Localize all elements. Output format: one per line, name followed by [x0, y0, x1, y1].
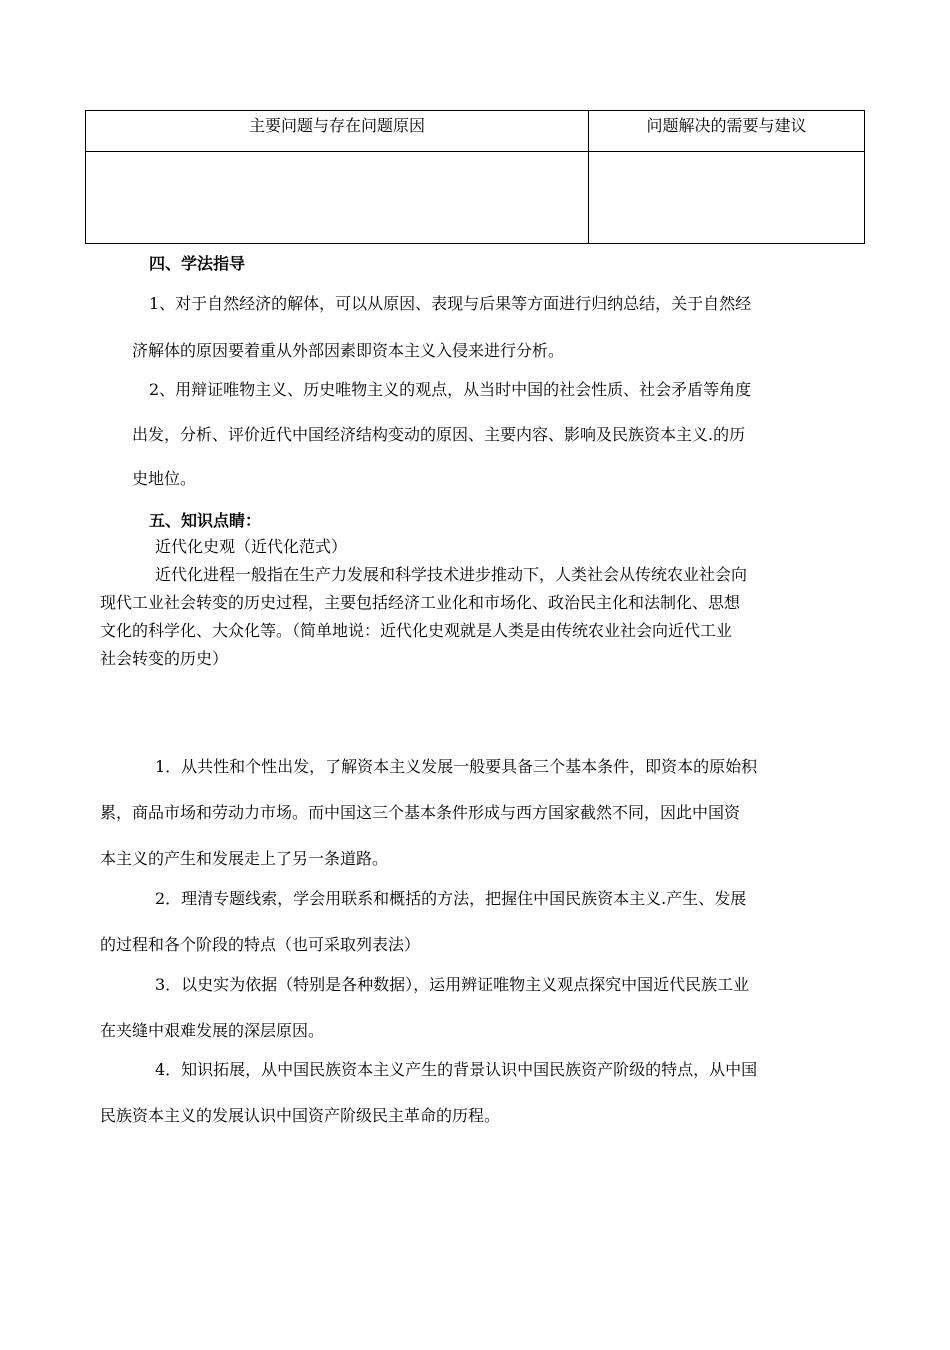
- table-header-suggestions: 问题解决的需要与建议: [589, 111, 865, 152]
- table-row: [86, 152, 865, 244]
- section5-line: 近代化进程一般指在生产力发展和科学技术进步推动下，人类社会从传统农业社会向: [155, 565, 748, 584]
- table-header-problems: 主要问题与存在问题原因: [86, 111, 589, 152]
- table-header-row: [86, 111, 865, 152]
- table-cell-suggestions[interactable]: [589, 152, 865, 244]
- point-line: 在夹缝中艰难发展的深层原因。: [100, 1021, 325, 1040]
- section5-line: 近代化史观（近代化范式）: [155, 537, 348, 556]
- section5-line: 社会转变的历史）: [100, 649, 229, 668]
- point-line: 本主义的产生和发展走上了另一条道路。: [100, 849, 389, 868]
- section4-line: 2、用辩证唯物主义、历史唯物主义的观点，从当时中国的社会性质、社会矛盾等角度: [149, 380, 752, 399]
- point-line: 3．以史实为依据（特别是各种数据），运用辨证唯物主义观点探究中国近代民族工业: [155, 975, 750, 994]
- point-line: 4．知识拓展，从中国民族资本主义产生的背景认识中国民族资产阶级的特点，从中国: [155, 1060, 758, 1079]
- section5-line: 文化的科学化、大众化等。（简单地说：近代化史观就是人类是由传统农业社会向近代工业: [100, 621, 733, 640]
- table-cell-problems[interactable]: [86, 152, 589, 244]
- point-line: 累，商品市场和劳动力市场。而中国这三个基本条件形成与西方国家截然不同，因此中国资: [100, 803, 741, 822]
- section4-line: 济解体的原因要着重从外部因素即资本主义入侵来进行分析。: [132, 341, 565, 360]
- point-line: 2．理清专题线索，学会用联系和概括的方法，把握住中国民族资本主义.产生、发展: [155, 889, 747, 908]
- point-line: 的过程和各个阶段的特点（也可采取列表法）: [100, 935, 421, 954]
- section4-line: 1、对于自然经济的解体，可以从原因、表现与后果等方面进行归纳总结，关于自然经: [149, 294, 752, 313]
- point-line: 1．从共性和个性出发，了解资本主义发展一般要具备三个基本条件，即资本的原始积: [155, 757, 758, 776]
- section5-line: 现代工业社会转变的历史过程，主要包括经济工业化和市场化、政治民主化和法制化、思想: [100, 593, 741, 612]
- point-line: 民族资本主义的发展认识中国资产阶级民主革命的历程。: [100, 1106, 501, 1125]
- section4-line: 出发，分析、评价近代中国经济结构变动的原因、主要内容、影响及民族资本主义.的历: [132, 425, 746, 444]
- section5-heading: 五、知识点睛：: [149, 511, 262, 530]
- section4-line: 史地位。: [132, 469, 197, 488]
- problem-table: [85, 110, 865, 244]
- section4-heading: 四、学法指导: [149, 254, 246, 273]
